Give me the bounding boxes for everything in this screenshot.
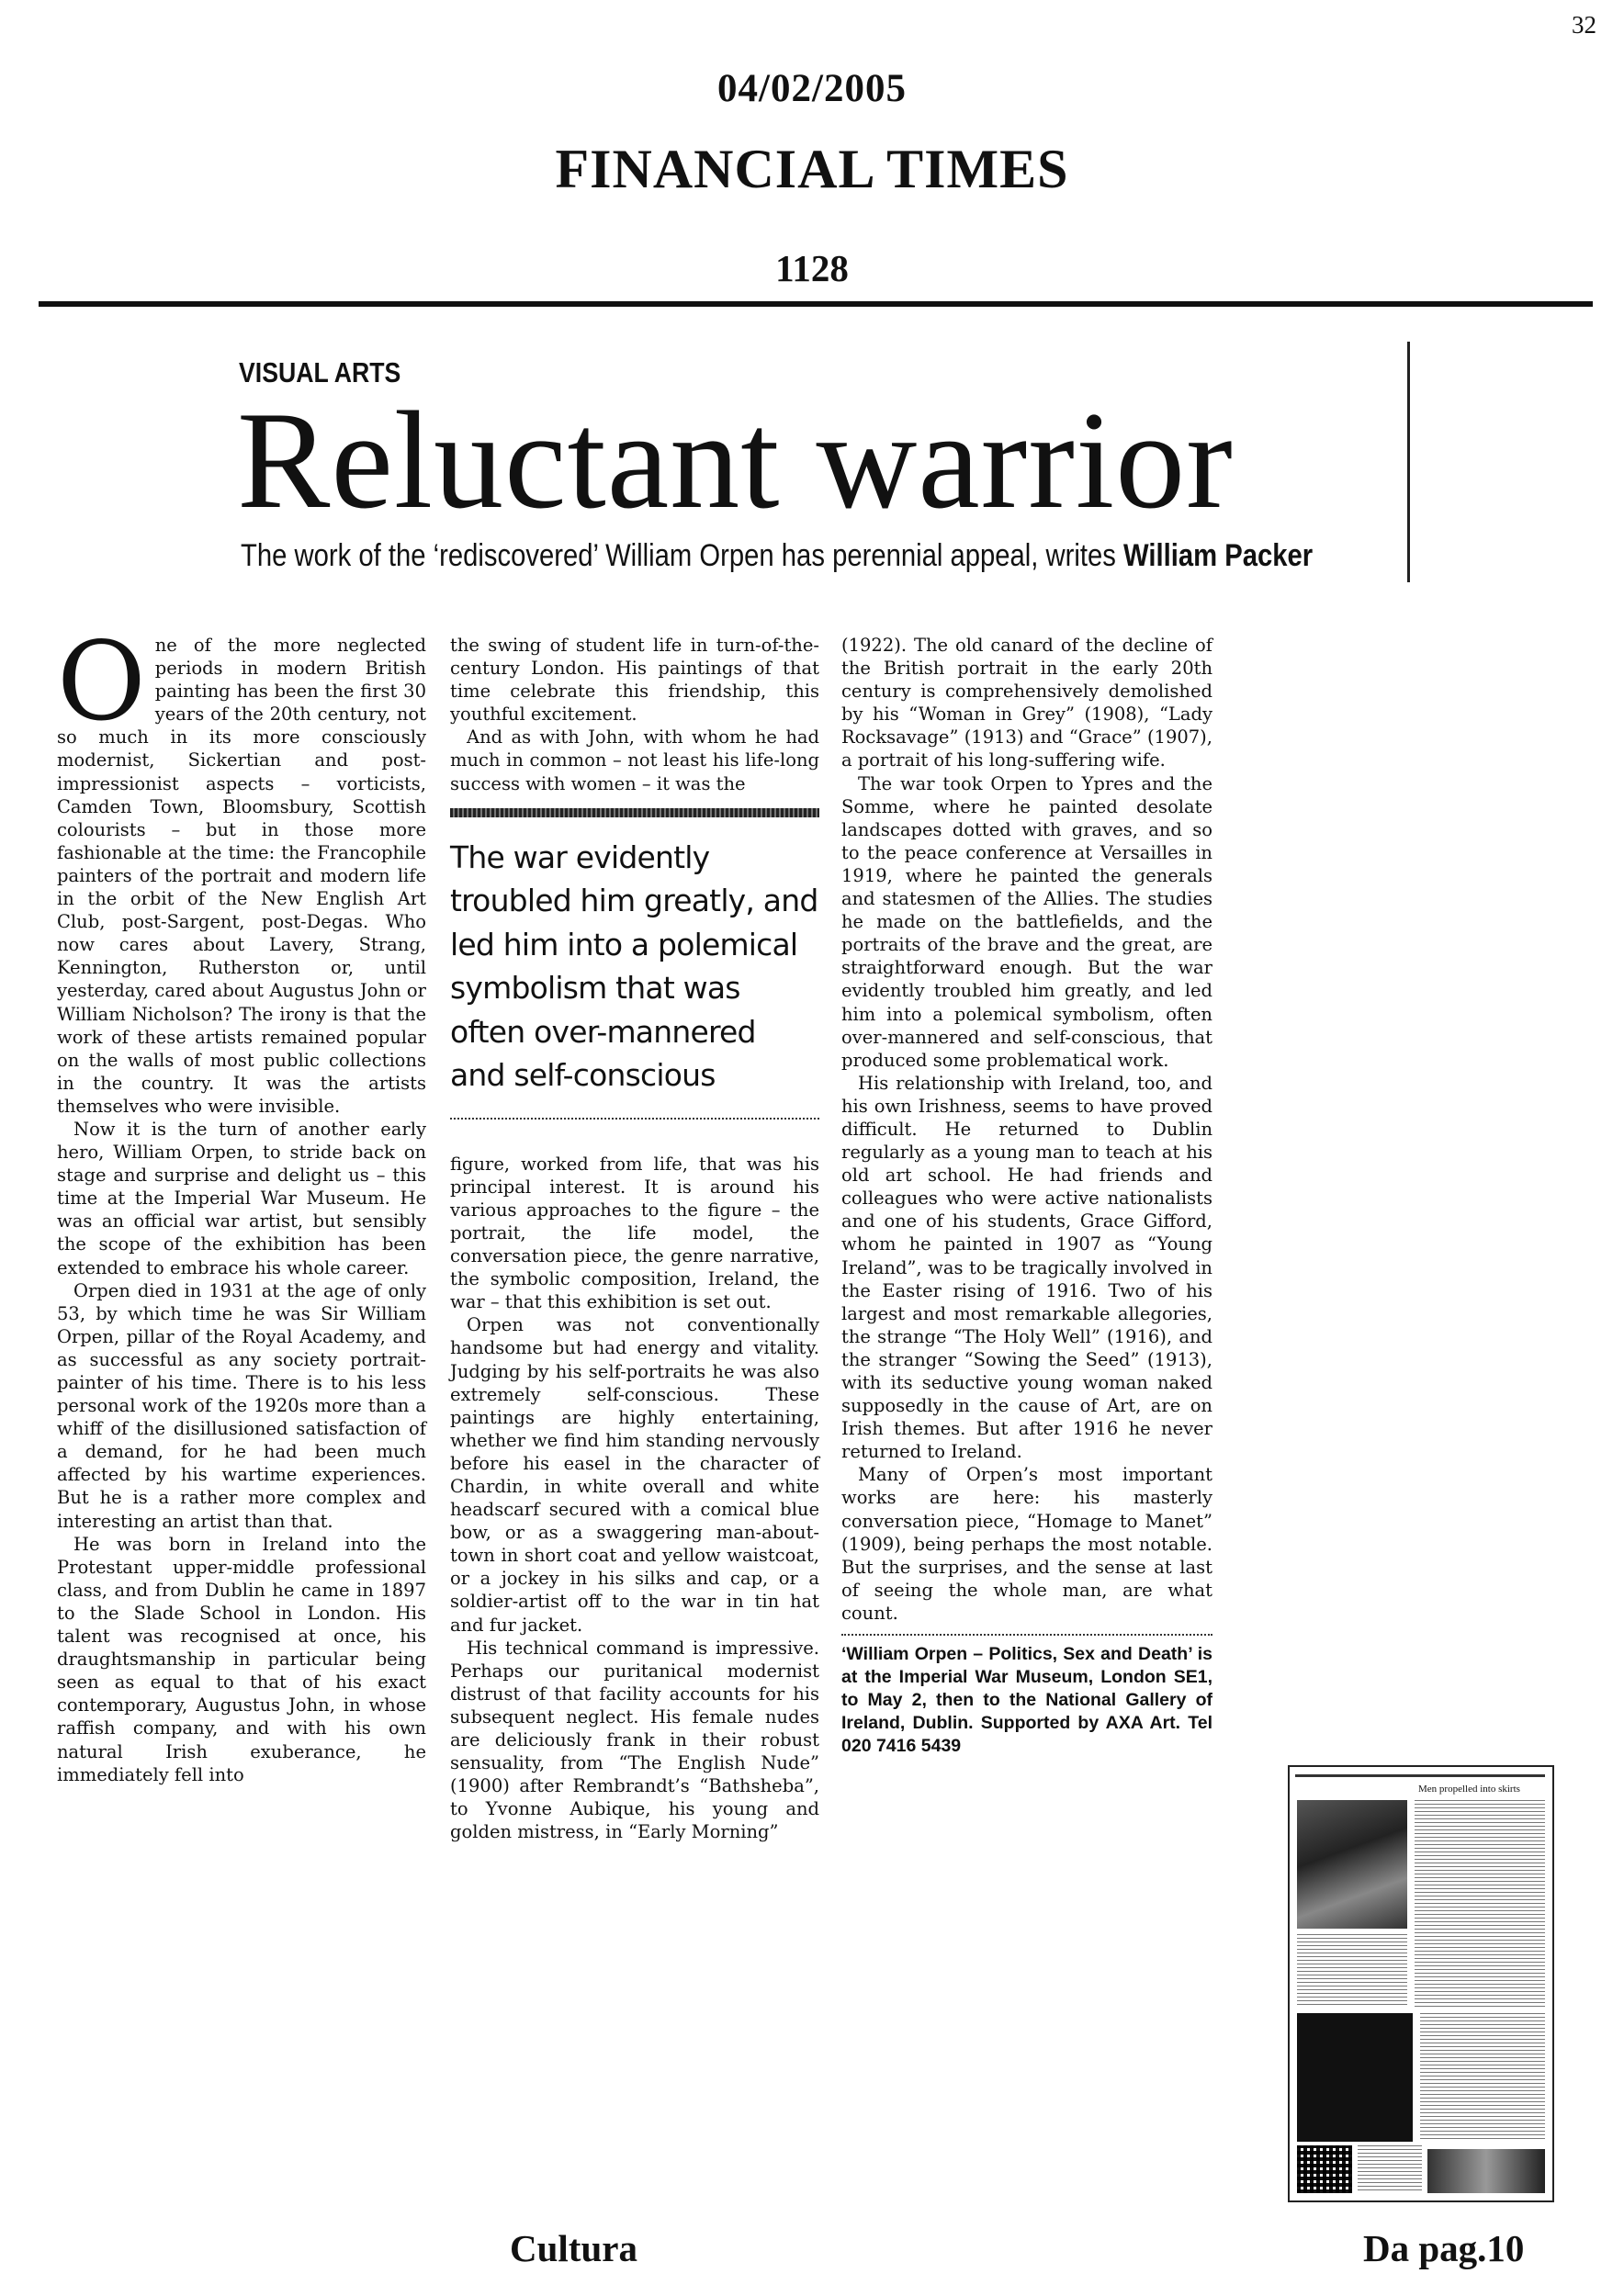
paragraph: One of the more neglected periods in modern British painting has been the first 30 years of the 20th century, not so much in its more consciously modernist, Sickertian and post-impressionist aspects – vorticists, Camden Town, Bloomsbury, Scottish colourists – but in those more fashionable at the time: the Francophile painters of the portrait and modern life in the orbit of the New English Art Club, post-Sargent, post-Degas. Who now cares about Lavery, Strang, Kennington, Rutherston or, until yesterday, cared about Augustus John or William Nicholson? The irony is that the work of these artists remained popular on the walls of most public collections in the country. It was the artists themselves who were invisible. xyxy=(57,618,426,1117)
thumbnail-header-rule xyxy=(1295,1774,1545,1777)
paragraph: Orpen was not conventionally handsome but had energy and vitality. Judging by his self-portraits he was also extremely self-conscious. These paintings are highly entertaining, whether we find him standing nervously before his easel in the character of Chardin, in white overall and white headscarf secured with a comical blue bow, or as a swaggering man-about-town in short coat and yellow waistcoat, or a jockey in his silks and cap, or a soldier-artist off to the war in tin hat and fur jacket. xyxy=(450,1314,819,1636)
thumbnail-black-block xyxy=(1297,2013,1413,2142)
paragraph: Many of Orpen’s most important works are here: his masterly conversation piece, “Homage to Manet” (1909), being perhaps the most notable. But the surprises, and the sense at last of seeing the whole man, are what count. xyxy=(841,1464,1212,1624)
article-column-3 xyxy=(841,634,1212,1758)
page-thumbnail xyxy=(1288,1765,1554,2202)
header-rule xyxy=(39,301,1593,307)
paragraph: (1922). The old canard of the decline of the British portrait in the early 20th century is comprehensively demolished by his “Woman in Grey” (1908), “Lady Rocksavage” (1913) and “Grace” (1907), a portrait of his long-suffering wife. xyxy=(841,635,1212,771)
paragraph: Orpen died in 1931 at the age of only 53, by which time he was Sir William Orpen, pillar of the Royal Academy, and as successful as any society portrait-painter of his time. There is to his less personal work of the 1920s more than a whiff of the disillusioned satisfaction of a demand, for he had been much affected by his wartime experiences. But he is a rather more complex and interesting an artist than that. xyxy=(57,1279,426,1532)
thumbnail-text-block xyxy=(1415,1800,1545,2008)
standfirst xyxy=(241,538,1313,574)
pull-quote: The war evidently troubled him greatly, and led him into a polemical symbolism that was often over-mannered and self-conscious xyxy=(450,838,818,1094)
paragraph: And as with John, with whom he had much in common – not least his life-long success with women – it was the xyxy=(450,726,819,794)
thumbnail-headline: Men propelled into skirts xyxy=(1418,1784,1520,1795)
publication-name: FINANCIAL TIMES xyxy=(555,139,1069,199)
headline: Reluctant warrior xyxy=(237,383,1234,537)
drop-cap: O xyxy=(57,618,146,745)
pullquote-rule xyxy=(450,808,819,817)
thumbnail-text-block xyxy=(1420,2013,1545,2142)
paragraph: The war took Orpen to Ypres and the Somme, where he painted desolate landscapes dotted with graves, and so to the peace conference at Versailles in 1919, where he painted the generals and statesmen of the Allies. The studies he made on the battlefields, and the portraits of the brave and the great, are straightforward enough. But the war evidently troubled him greatly, and led him into a polemical symbolism, often over-mannered and self-conscious, that produced some problematical work. xyxy=(841,772,1212,1071)
section-label: VISUAL ARTS xyxy=(239,356,401,388)
standfirst-text: The work of the ‘rediscovered’ William Orpen has perennial appeal, writes xyxy=(241,538,1124,573)
paragraph: Now it is the turn of another early hero, William Orpen, to stride back on stage and surprise and delight us – this time at the Imperial War Museum. He was an official war artist, but sensibly the scope of the exhibition has been extended to embrace his whole career. xyxy=(57,1118,426,1278)
publication-date: 04/02/2005 xyxy=(717,67,907,110)
issue-number: 1128 xyxy=(775,247,849,289)
thumbnail-text-block xyxy=(1358,2145,1422,2193)
article-column-1 xyxy=(57,618,426,1786)
thumbnail-crossword xyxy=(1297,2145,1352,2193)
page-number: 32 xyxy=(1572,11,1596,39)
article-column-2 xyxy=(450,634,819,1843)
paragraph: His technical command is impressive. Perhaps our puritanical modernist distrust of that facility accounts for his subsequent neglect. His female nudes are deliciously frank in their robust sensuality, from “The English Nude” (1900) after Rembrandt’s “Bathsheba”, to Yvonne Aubique, his young and golden mistress, in “Early Morning” xyxy=(450,1637,819,1843)
pullquote-divider xyxy=(450,1116,819,1120)
paragraph: His relationship with Ireland, too, and his own Irishness, seems to have proved difficult. He returned to Dublin regularly as a young man to teach at his old art school. He had friends and colleagues who were active nationalists and one of his students, Grace Gifford, whom he painted in 1907 as “Young Ireland”, was to be tragically involved in the Easter rising of 1916. Two of his largest and most remarkable allegories, the strange “The Holy Well” (1916), and the stranger “Sowing the Seed” (1913), with its seductive young woman naked supposedly in the cause of Art, are on Irish themes. But after 1916 he never returned to Ireland. xyxy=(841,1072,1212,1463)
paragraph: the swing of student life in turn-of-the-century London. His paintings of that time celebrate this friendship, this youthful excitement. xyxy=(450,635,819,726)
exhibition-credit: ‘William Orpen – Politics, Sex and Death’ is at the Imperial War Museum, London SE1, to May 2, then to the National Gallery of Ireland, Dublin. Supported by AXA Art. Tel 020 7416 5439 xyxy=(841,1644,1212,1757)
byline: William Packer xyxy=(1123,538,1314,573)
paragraph: He was born in Ireland into the Protestant upper-middle professional class, and from Dublin he came in 1897 to the Slade School in London. His talent was recognised at once, his draughtsmanship in particular being seen as equal to that of his exact contemporary, Augustus John, in whose raffish company, and with his own natural Irish exuberance, he immediately fell into xyxy=(57,1533,426,1785)
footer-source: Da pag.10 xyxy=(1363,2227,1525,2269)
column-rule xyxy=(1407,342,1410,582)
thumbnail-photo xyxy=(1427,2149,1545,2193)
thumbnail-text-block xyxy=(1297,1934,1407,2008)
paragraph: figure, worked from life, that was his principal interest. It is around his various approaches to the figure – the portrait, the life model, the conversation piece, the genre narrative, the symbolic composition, Ireland, the war – that this exhibition is set out. xyxy=(450,1153,819,1313)
credit-divider xyxy=(841,1634,1212,1636)
thumbnail-photo xyxy=(1297,1800,1407,1929)
footer-section: Cultura xyxy=(510,2227,637,2269)
